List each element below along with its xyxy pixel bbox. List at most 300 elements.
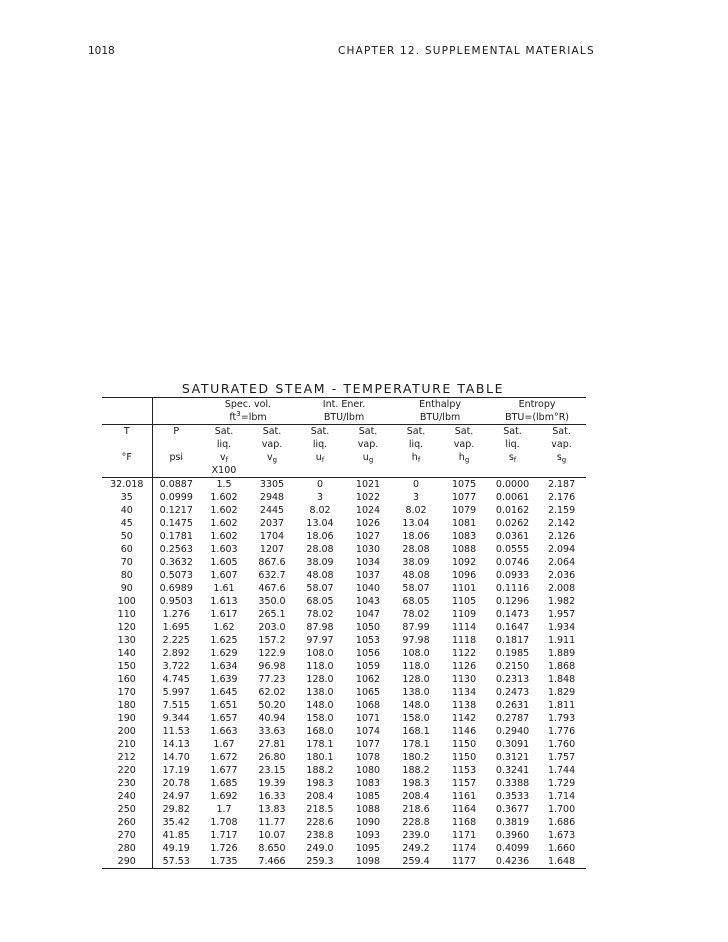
cell-hg: 1142 — [451, 713, 477, 724]
cell-uf: 178.1 — [306, 739, 334, 750]
cell-vf: 1.663 — [210, 726, 238, 737]
cell-vg: 1207 — [259, 544, 285, 555]
cell-hg: 1105 — [451, 596, 477, 607]
cell-sg: 1.811 — [547, 700, 576, 711]
table-row — [102, 517, 586, 530]
cell-temp: 190 — [102, 712, 152, 725]
symbol-ug: $u_g$ — [362, 452, 374, 464]
cell-sf: 0.0746 — [495, 557, 530, 568]
table-row — [102, 621, 586, 634]
cell-uf: 228.6 — [306, 817, 334, 828]
cell-uf: 78.02 — [306, 609, 334, 620]
cell-pressure: 0.6989 — [159, 583, 193, 594]
cell-temp: 120 — [102, 621, 152, 634]
cell-temp: 230 — [102, 777, 152, 790]
cell-vf: 1.672 — [210, 752, 238, 763]
cell-uf: 158.0 — [306, 713, 334, 724]
cell-vg: 350.0 — [258, 596, 286, 607]
cell-sf: 0.0162 — [495, 505, 530, 516]
sat-label: Sat. — [503, 426, 522, 437]
cell-sf: 0.3533 — [495, 791, 530, 802]
cell-hf: 239.0 — [402, 830, 430, 841]
cell-vf: 1.726 — [210, 843, 238, 854]
cell-sg: 2.187 — [547, 479, 576, 490]
cell-hf: 68.05 — [402, 596, 430, 607]
cell-vg: 40.94 — [258, 713, 286, 724]
table-row — [102, 543, 586, 556]
cell-sf: 0.2150 — [495, 661, 530, 672]
multiplier-label: X100 — [200, 464, 248, 478]
cell-vf: 1.708 — [210, 817, 238, 828]
cell-sf: 0.1817 — [495, 635, 530, 646]
cell-temp: 140 — [102, 647, 152, 660]
cell-temp: 160 — [102, 673, 152, 686]
header-group-row — [102, 398, 586, 412]
cell-ug: 1088 — [355, 804, 381, 815]
table-row — [102, 842, 586, 855]
cell-ug: 1050 — [355, 622, 381, 633]
cell-vg: 16.33 — [258, 791, 286, 802]
cell-hf: 249.2 — [402, 843, 430, 854]
cell-sf: 0.1985 — [495, 648, 530, 659]
cell-hf: 8.02 — [405, 505, 427, 516]
cell-pressure: 0.0887 — [159, 479, 193, 490]
cell-ug: 1071 — [355, 713, 381, 724]
cell-hf: 118.0 — [402, 661, 430, 672]
sat-label: Sat. — [552, 426, 571, 437]
cell-pressure: 9.344 — [162, 713, 190, 724]
cell-hg: 1134 — [451, 687, 477, 698]
cell-pressure: 49.19 — [162, 843, 190, 854]
cell-pressure: 0.5073 — [159, 570, 193, 581]
cell-vg: 11.77 — [258, 817, 286, 828]
table-row — [102, 790, 586, 803]
cell-temp: 180 — [102, 699, 152, 712]
cell-ug: 1098 — [344, 855, 392, 869]
cell-ug: 1085 — [355, 791, 381, 802]
cell-uf: 259.3 — [296, 855, 344, 869]
cell-pressure: 1.695 — [162, 622, 190, 633]
cell-sg: 1.889 — [547, 648, 576, 659]
cell-ug: 1077 — [355, 739, 381, 750]
cell-pressure: 41.85 — [162, 830, 190, 841]
table-row — [102, 855, 586, 869]
cell-uf: 48.08 — [306, 570, 334, 581]
symbol-vg: $v_g$ — [266, 452, 278, 464]
cell-sf: 0.0933 — [495, 570, 530, 581]
cell-hf: 28.08 — [402, 544, 430, 555]
cell-sg: 1.660 — [547, 843, 576, 854]
cell-hg: 1138 — [451, 700, 477, 711]
cell-sg: 1.776 — [547, 726, 576, 737]
cell-pressure: 11.53 — [162, 726, 190, 737]
table-row — [102, 829, 586, 842]
cell-ug: 1074 — [355, 726, 381, 737]
unit-entropy: BTU=(lbm°R) — [488, 411, 586, 425]
cell-sf: 0.2787 — [495, 713, 530, 724]
table-row — [102, 595, 586, 608]
cell-hg: 1088 — [451, 544, 477, 555]
cell-hf: 180.2 — [402, 752, 430, 763]
cell-uf: 28.08 — [306, 544, 334, 555]
liq-label: liq. — [505, 439, 520, 450]
cell-hg: 1177 — [440, 855, 488, 869]
cell-sg: 1.760 — [547, 739, 576, 750]
cell-temp: 35 — [102, 491, 152, 504]
cell-uf: 148.0 — [306, 700, 334, 711]
group-spec-vol: Spec. vol. — [200, 398, 296, 412]
cell-pressure: 57.53 — [152, 855, 200, 869]
cell-temp: 200 — [102, 725, 152, 738]
cell-hg: 1081 — [451, 518, 477, 529]
cell-ug: 1047 — [355, 609, 381, 620]
cell-uf: 13.04 — [306, 518, 334, 529]
group-int-ener: Int. Ener. — [296, 398, 392, 412]
cell-pressure: 29.82 — [162, 804, 190, 815]
cell-temp: 290 — [102, 855, 152, 869]
cell-ug: 1034 — [355, 557, 381, 568]
table-row — [102, 673, 586, 686]
cell-hf: 188.2 — [402, 765, 430, 776]
group-enthalpy: Enthalpy — [392, 398, 488, 412]
cell-vg: 19.39 — [258, 778, 286, 789]
cell-vf: 1.602 — [210, 505, 238, 516]
cell-temp: 50 — [102, 530, 152, 543]
header-sat-row — [102, 425, 586, 439]
cell-vg: 265.1 — [258, 609, 286, 620]
running-head: CHAPTER 12. SUPPLEMENTAL MATERIALS — [338, 45, 595, 57]
cell-ug: 1095 — [355, 843, 381, 854]
cell-vg: 23.15 — [258, 765, 286, 776]
cell-hg: 1168 — [451, 817, 477, 828]
table-row — [102, 660, 586, 673]
cell-ug: 1026 — [355, 518, 381, 529]
cell-sg: 1.673 — [547, 830, 576, 841]
cell-vf: 1.651 — [210, 700, 238, 711]
table-row — [102, 634, 586, 647]
cell-sf: 0.1647 — [495, 622, 530, 633]
temp-header: T — [102, 425, 152, 439]
cell-uf: 249.0 — [306, 843, 334, 854]
cell-sf: 0.3819 — [495, 817, 530, 828]
cell-hg: 1083 — [451, 531, 477, 542]
vap-label: vap. — [357, 439, 379, 450]
table-row — [102, 608, 586, 621]
table-row — [102, 738, 586, 751]
cell-ug: 1037 — [355, 570, 381, 581]
cell-ug: 1090 — [355, 817, 381, 828]
cell-sg: 1.982 — [547, 596, 576, 607]
cell-sg: 2.159 — [547, 505, 576, 516]
cell-hf: 218.6 — [402, 804, 430, 815]
cell-vg: 96.98 — [258, 661, 286, 672]
cell-hf: 38.09 — [402, 557, 430, 568]
cell-vf: 1.692 — [210, 791, 238, 802]
header-unit-row — [102, 411, 586, 425]
cell-hg: 1161 — [451, 791, 477, 802]
vap-label: vap. — [551, 439, 572, 450]
cell-vf: 1.717 — [210, 830, 238, 841]
cell-uf: 3 — [316, 492, 324, 503]
sat-label: Sat. — [358, 426, 378, 437]
cell-hf: 58.07 — [402, 583, 430, 594]
cell-hg: 1130 — [451, 674, 477, 685]
cell-temp: 220 — [102, 764, 152, 777]
cell-uf: 238.8 — [306, 830, 334, 841]
cell-hf: 198.3 — [402, 778, 430, 789]
cell-sg: 1.714 — [547, 791, 576, 802]
table-row — [102, 478, 586, 492]
cell-pressure: 0.1475 — [159, 518, 193, 529]
cell-sg: 1.934 — [547, 622, 576, 633]
cell-ug: 1022 — [355, 492, 381, 503]
cell-uf: 180.1 — [306, 752, 334, 763]
cell-temp: 260 — [102, 816, 152, 829]
cell-hg: 1164 — [451, 804, 477, 815]
cell-temp: 40 — [102, 504, 152, 517]
cell-vf: 1.602 — [210, 518, 238, 529]
cell-pressure: 2.892 — [162, 648, 190, 659]
cell-sf: 0.3388 — [495, 778, 530, 789]
cell-vf: 1.67 — [213, 739, 235, 750]
cell-sf: 0.0061 — [495, 492, 530, 503]
cell-sg: 1.700 — [547, 804, 576, 815]
table-row — [102, 647, 586, 660]
unit-enthalpy: BTU/lbm — [392, 411, 488, 425]
cell-hf: 97.98 — [402, 635, 430, 646]
liq-label: liq. — [216, 439, 232, 450]
cell-vf: 1.677 — [210, 765, 238, 776]
cell-vf: 1.634 — [210, 661, 238, 672]
table-body — [102, 478, 586, 869]
cell-temp: 100 — [102, 595, 152, 608]
cell-vg: 13.83 — [258, 804, 286, 815]
cell-vg: 50.20 — [258, 700, 286, 711]
cell-sf: 0.0555 — [495, 544, 530, 555]
sat-label: Sat. — [310, 426, 330, 437]
cell-pressure: 4.745 — [162, 674, 190, 685]
cell-ug: 1024 — [355, 505, 381, 516]
sat-label: Sat. — [454, 426, 474, 437]
cell-ug: 1030 — [355, 544, 381, 555]
cell-sf: 0.2313 — [495, 674, 530, 685]
cell-vg: 77.23 — [258, 674, 286, 685]
cell-sf: 0.1116 — [495, 583, 530, 594]
table-row — [102, 530, 586, 543]
table-row — [102, 777, 586, 790]
cell-hg: 1092 — [451, 557, 477, 568]
cell-pressure: 14.70 — [162, 752, 190, 763]
cell-hf: 158.0 — [402, 713, 430, 724]
cell-hf: 178.1 — [402, 739, 430, 750]
cell-uf: 8.02 — [309, 505, 331, 516]
cell-pressure: 5.997 — [162, 687, 190, 698]
cell-hg: 1122 — [451, 648, 477, 659]
cell-ug: 1093 — [355, 830, 381, 841]
vap-label: vap. — [261, 439, 283, 450]
cell-sg: 2.036 — [547, 570, 576, 581]
cell-pressure: 0.9503 — [159, 596, 193, 607]
cell-sf: 0.2940 — [495, 726, 530, 737]
cell-vg: 33.63 — [258, 726, 286, 737]
table-row — [102, 582, 586, 595]
cell-sf: 0.1473 — [495, 609, 530, 620]
cell-pressure: 3.722 — [162, 661, 190, 672]
cell-uf: 128.0 — [306, 674, 334, 685]
unit-int-ener: BTU/lbm — [296, 411, 392, 425]
cell-vf: 1.629 — [210, 648, 238, 659]
cell-sf: 0.0000 — [495, 479, 530, 490]
cell-hf: 18.06 — [402, 531, 430, 542]
cell-vg: 8.650 — [258, 843, 286, 854]
cell-vg: 26.80 — [258, 752, 286, 763]
cell-uf: 108.0 — [306, 648, 334, 659]
cell-temp: 110 — [102, 608, 152, 621]
cell-ug: 1021 — [355, 479, 381, 490]
cell-hf: 48.08 — [402, 570, 430, 581]
cell-pressure: 17.19 — [162, 765, 190, 776]
cell-uf: 188.2 — [306, 765, 334, 776]
cell-vg: 10.07 — [258, 830, 286, 841]
cell-vg: 2948 — [259, 492, 285, 503]
cell-pressure: 0.3632 — [159, 557, 193, 568]
cell-hf: 168.1 — [402, 726, 430, 737]
cell-hg: 1126 — [451, 661, 477, 672]
cell-hf: 128.0 — [402, 674, 430, 685]
cell-vf: 1.62 — [213, 622, 235, 633]
cell-hg: 1077 — [451, 492, 477, 503]
cell-vg: 122.9 — [258, 648, 286, 659]
cell-sg: 2.142 — [547, 518, 576, 529]
cell-sg: 1.957 — [547, 609, 576, 620]
cell-vf: 1.603 — [210, 544, 238, 555]
cell-temp: 270 — [102, 829, 152, 842]
cell-hf: 228.8 — [402, 817, 430, 828]
cell-hg: 1118 — [451, 635, 477, 646]
cell-hf: 138.0 — [402, 687, 430, 698]
cell-temp: 45 — [102, 517, 152, 530]
cell-vg: 7.466 — [248, 855, 296, 869]
cell-hg: 1101 — [451, 583, 477, 594]
cell-vg: 632.7 — [258, 570, 286, 581]
header-phase-row — [102, 438, 586, 451]
cell-sg: 2.064 — [547, 557, 576, 568]
cell-sg: 1.729 — [547, 778, 576, 789]
cell-hg: 1171 — [451, 830, 477, 841]
table-row — [102, 556, 586, 569]
cell-pressure: 0.2563 — [159, 544, 193, 555]
cell-pressure: 0.1781 — [159, 531, 193, 542]
symbol-vf: $v_f$ — [219, 452, 229, 464]
cell-sg: 1.744 — [547, 765, 576, 776]
cell-sg: 1.793 — [547, 713, 576, 724]
pressure-unit: psi — [169, 452, 184, 463]
cell-hf: 208.4 — [402, 791, 430, 802]
cell-pressure: 35.42 — [162, 817, 190, 828]
liq-label: liq. — [408, 439, 424, 450]
liq-label: liq. — [312, 439, 328, 450]
cell-vf: 1.617 — [210, 609, 238, 620]
cell-vg: 3305 — [259, 479, 285, 490]
cell-sg: 1.868 — [547, 661, 576, 672]
cell-sf: 0.3960 — [495, 830, 530, 841]
cell-temp: 90 — [102, 582, 152, 595]
cell-ug: 1065 — [355, 687, 381, 698]
cell-sg: 2.176 — [547, 492, 576, 503]
cell-vf: 1.639 — [210, 674, 238, 685]
cell-temp: 170 — [102, 686, 152, 699]
cell-hg: 1153 — [451, 765, 477, 776]
cell-ug: 1040 — [355, 583, 381, 594]
cell-vg: 157.2 — [258, 635, 286, 646]
cell-sg: 1.829 — [547, 687, 576, 698]
cell-sf: 0.0262 — [495, 518, 530, 529]
cell-hg: 1150 — [451, 739, 477, 750]
cell-vf: 1.625 — [210, 635, 238, 646]
cell-temp: 150 — [102, 660, 152, 673]
cell-vf: 1.645 — [210, 687, 238, 698]
table-row — [102, 712, 586, 725]
cell-uf: 18.06 — [306, 531, 334, 542]
cell-uf: 68.05 — [306, 596, 334, 607]
cell-sf: 0.2631 — [495, 700, 530, 711]
cell-vf: 1.685 — [210, 778, 238, 789]
cell-sg: 1.757 — [547, 752, 576, 763]
cell-uf: 138.0 — [306, 687, 334, 698]
cell-vg: 2037 — [259, 518, 285, 529]
cell-ug: 1068 — [355, 700, 381, 711]
pressure-header: P — [173, 426, 180, 437]
cell-hg: 1114 — [451, 622, 477, 633]
cell-ug: 1062 — [355, 674, 381, 685]
cell-ug: 1053 — [355, 635, 381, 646]
cell-vf: 1.61 — [213, 583, 235, 594]
symbol-hg: $h_g$ — [458, 452, 470, 464]
cell-hg: 1174 — [451, 843, 477, 854]
cell-ug: 1059 — [355, 661, 381, 672]
cell-uf: 87.98 — [306, 622, 334, 633]
vap-label: vap. — [453, 439, 475, 450]
symbol-uf: $u_f$ — [315, 452, 325, 464]
cell-ug: 1078 — [355, 752, 381, 763]
cell-uf: 0 — [316, 479, 324, 490]
cell-hg: 1146 — [451, 726, 477, 737]
table-row — [102, 725, 586, 738]
cell-uf: 58.07 — [306, 583, 334, 594]
cell-vf: 1.657 — [210, 713, 238, 724]
cell-pressure: 0.1217 — [159, 505, 193, 516]
cell-vg: 467.6 — [258, 583, 286, 594]
cell-temp: 130 — [102, 634, 152, 647]
cell-sf: 0.1296 — [495, 596, 530, 607]
cell-vg: 867.6 — [258, 557, 286, 568]
cell-vf: 1.5 — [216, 479, 232, 490]
cell-sf: 0.0361 — [495, 531, 530, 542]
steam-table — [102, 397, 586, 869]
cell-uf: 38.09 — [306, 557, 334, 568]
cell-hf: 0 — [413, 479, 420, 490]
header-symbol-row — [102, 451, 586, 464]
cell-vg: 2445 — [259, 505, 285, 516]
table-row — [102, 699, 586, 712]
cell-ug: 1043 — [355, 596, 381, 607]
table-row — [102, 764, 586, 777]
table-row — [102, 504, 586, 517]
table-row — [102, 569, 586, 582]
sat-label: Sat. — [214, 426, 234, 437]
cell-temp: 70 — [102, 556, 152, 569]
symbol-sf: $s_f$ — [508, 452, 517, 464]
